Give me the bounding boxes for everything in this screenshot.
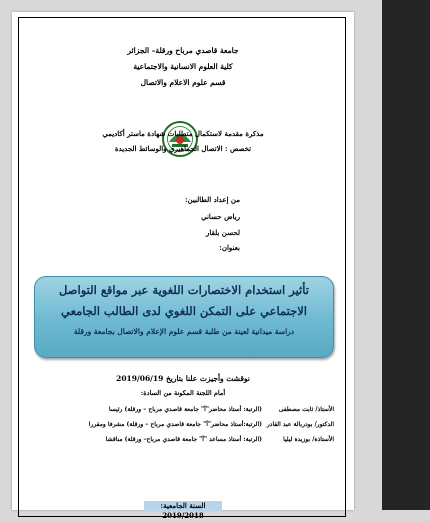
document-page [12, 12, 354, 520]
jury-member-role: (الرتبة:أستاذ محاضر"أ" جامعة قاصدي مرباح – ورقلة) مشرفا ومقررا [88, 421, 262, 428]
student-name: رياض حساني [201, 212, 240, 221]
thesis-title-line: تأثير استخدام الاختصارات اللغوية عبر مواقع التواصل [59, 283, 309, 297]
student-name: لحسن بلقار [206, 228, 240, 237]
thesis-title-box [34, 276, 334, 358]
specialization: تخصص : الاتصال الجماهيري والوسائط الجديدة [114, 144, 252, 153]
faculty-name: كلية العلوم الانسانية والاجتماعية [133, 62, 233, 71]
thesis-subtitle: دراسة ميدانية لعينة من طلبة قسم علوم الإعلام والاتصال بجامعة ورقلة [73, 327, 295, 336]
prepared-by-label: من إعداد الطالبين: [184, 195, 240, 204]
academic-year: السنة الجامعية: 2019/2018 [144, 501, 222, 511]
memo-description: مذكرة مقدمة لاستكمال متطلبات شهادة ماستر أكاديمي [102, 129, 264, 138]
jury-intro: أمام اللجنة المكونة من السادة: [140, 389, 226, 397]
jury-member-role: (الرتبة: أستاذ مساعد "أ" جامعة قاصدي مرباح– ورقلة) مناقشا [105, 436, 262, 443]
jury-member-name: الأستاذة/ بوزيدة ليليا [283, 436, 334, 443]
jury-member-name: الأستاذ/ ثابت مصطفى [278, 406, 334, 413]
defense-date: نوقشت وأجيزت علنا بتاريخ 2019/06/19 [116, 374, 250, 383]
department-name: قسم علوم الاعلام والاتصال [140, 78, 226, 87]
thesis-title-line: الاجتماعي على التمكن اللغوي لدى الطالب الجامعي [60, 304, 308, 318]
title-label: بعنوان: [219, 243, 240, 252]
jury-member-name: الدكتور/ بودربالة عبد القادر [266, 421, 334, 428]
viewer-dark-panel [382, 0, 430, 510]
university-name: جامعة قاصدي مرباح ورقلة– الجزائر [127, 46, 239, 55]
jury-member-role: (الرتبة: أستاذ محاضر"أ" جامعة قاصدي مرباح – ورقلة) رئيسا [108, 406, 262, 413]
